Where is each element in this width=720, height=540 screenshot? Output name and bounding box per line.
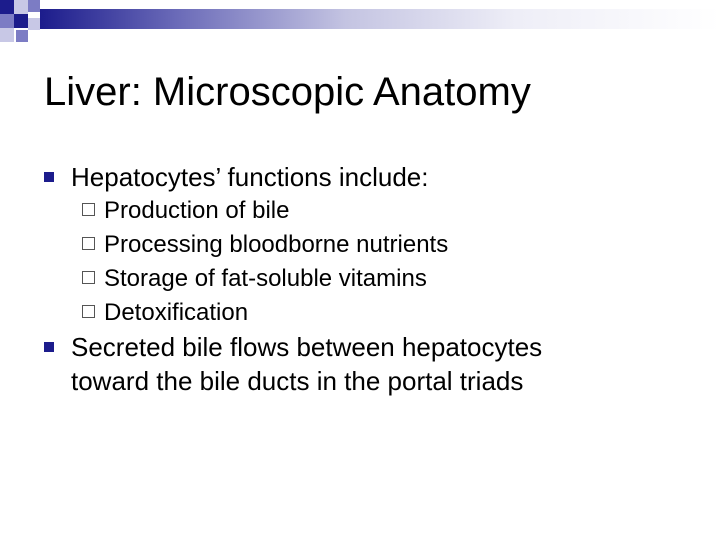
sub-bullet-text: Processing bloodborne nutrients <box>104 231 449 258</box>
hollow-square-bullet-icon <box>82 237 95 250</box>
hollow-square-bullet-icon <box>82 305 95 318</box>
sub-bullet-item <box>44 194 684 228</box>
decor-square-icon <box>14 0 28 14</box>
decor-square-icon <box>0 28 14 42</box>
sub-bullet-item <box>44 296 684 330</box>
square-bullet-icon <box>44 342 54 352</box>
sub-bullet-text: Detoxification <box>104 299 249 326</box>
decor-square-icon <box>0 14 14 28</box>
header-decoration <box>0 0 720 48</box>
bullet-item <box>44 330 684 398</box>
decor-square-icon <box>0 0 14 14</box>
slide-title: Liver: Microscopic Anatomy <box>44 70 531 114</box>
sub-bullet-text: Storage of fat-soluble vitamins <box>104 265 427 292</box>
sub-bullet-text: Production of bile <box>104 197 290 224</box>
bullet-text-line: Secreted bile flows between hepatocytes <box>71 332 543 362</box>
decor-square-icon <box>28 0 40 12</box>
bullet-text-line: toward the bile ducts in the portal triads <box>71 366 524 396</box>
sub-bullet-item <box>44 228 684 262</box>
header-gradient-bar <box>40 9 720 29</box>
bullet-text: Hepatocytes’ functions include: <box>71 162 429 192</box>
decor-square-icon <box>16 30 28 42</box>
decor-square-icon <box>14 14 28 28</box>
slide-body <box>44 160 684 398</box>
square-bullet-icon <box>44 172 54 182</box>
hollow-square-bullet-icon <box>82 271 95 284</box>
hollow-square-bullet-icon <box>82 203 95 216</box>
bullet-item <box>44 160 684 194</box>
sub-bullet-item <box>44 262 684 296</box>
decor-square-icon <box>28 18 40 30</box>
